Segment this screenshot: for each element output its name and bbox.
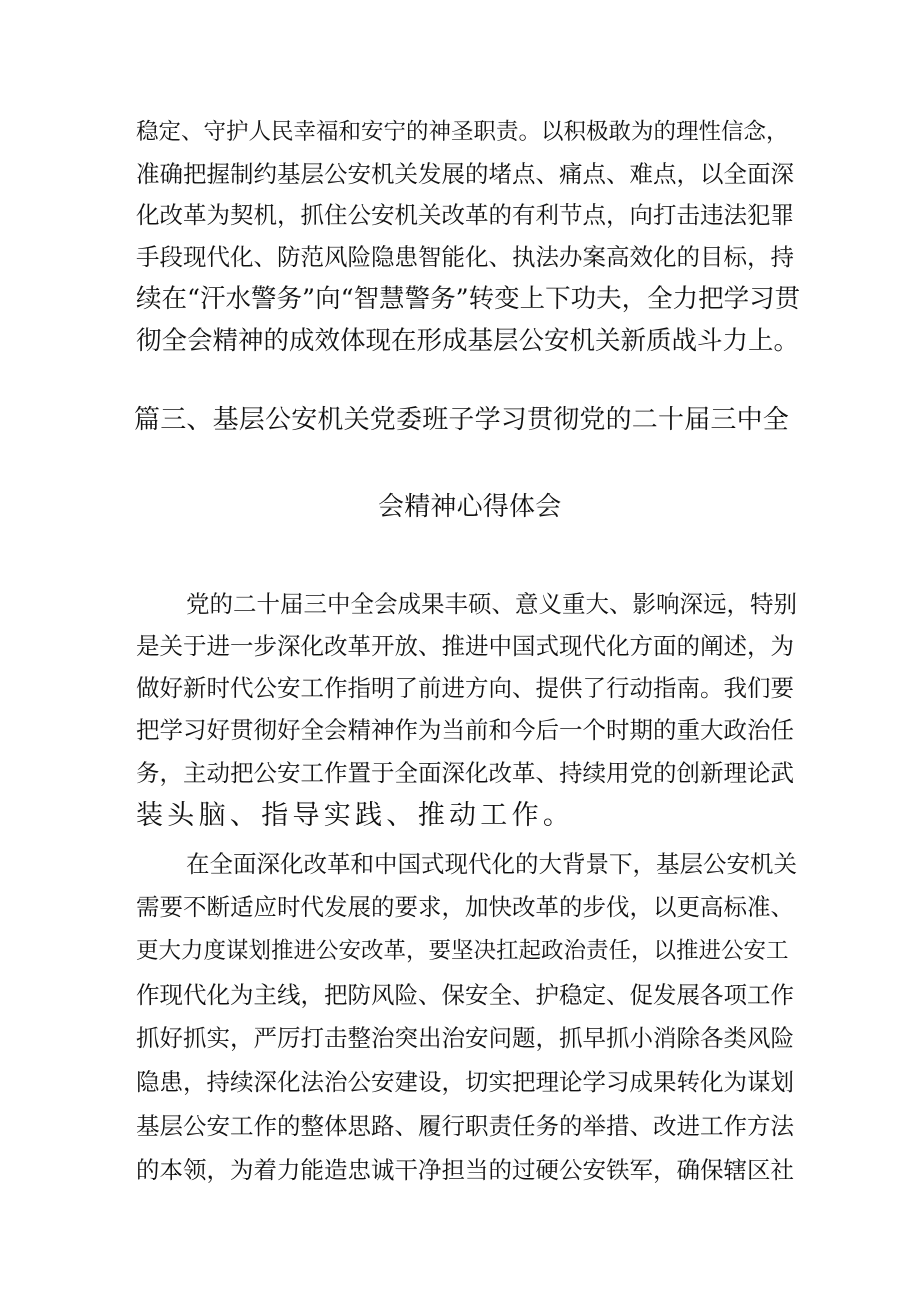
text-line: 党的二十届三中全会成果丰硕、意义重大、影响深远，特别 (186, 590, 797, 618)
text-line: 装头脑、指导实践、推动工作。 (136, 800, 575, 831)
text-line: 稳定、守护人民幸福和安宁的神圣职责。以积极敢为的理性信念， (136, 119, 789, 145)
text-line: 化改革为契机，抓住公安机关改革的有利节点，向打击违法犯罪 (136, 201, 794, 229)
text-line: 是关于进一步深化改革开放、推进中国式现代化方面的阐述，为 (136, 632, 794, 660)
text-line: 隐患，持续深化法治公安建设，切实把理论学习成果转化为谋划 (136, 1068, 794, 1096)
text-line: 抓好抓实，严厉打击整治突出治安问题，抓早抓小消除各类风险 (136, 1024, 794, 1052)
text-line: 务，主动把公安工作置于全面深化改革、持续用党的创新理论武 (136, 759, 794, 787)
section-heading-line-1: 篇三、基层公安机关党委班子学习贯彻党的二十届三中全 (134, 405, 790, 435)
text-line: 在全面深化改革和中国式现代化的大背景下，基层公安机关 (186, 850, 797, 878)
text-line: 彻全会精神的成效体现在形成基层公安机关新质战斗力上。 (136, 326, 800, 356)
text-line: 的本领，为着力能造忠诚干净担当的过硬公安铁军，确保辖区社 (136, 1156, 794, 1184)
section-heading-line-2: 会精神心得体会 (378, 492, 562, 522)
text-line: 续在“汗水警务”向“智慧警务”转变上下功夫，全力把学习贯 (136, 284, 801, 314)
text-line: 把学习好贯彻好全会精神作为当前和今后一个时期的重大政治任 (136, 716, 794, 744)
text-line: 手段现代化、防范风险隐患智能化、执法办案高效化的目标，持 (136, 243, 794, 271)
text-line: 作现代化为主线，把防风险、保安全、护稳定、促发展各项工作 (136, 981, 794, 1009)
text-line: 需要不断适应时代发展的要求，加快改革的步伐，以更高标准、 (136, 893, 794, 921)
text-line: 基层公安工作的整体思路、履行职责任务的举措、改进工作方法 (136, 1112, 794, 1140)
text-line: 准确把握制约基层公安机关发展的堵点、痛点、难点，以全面深 (136, 160, 794, 188)
text-line: 做好新时代公安工作指明了前进方向、提供了行动指南。我们要 (136, 674, 794, 702)
text-line: 更大力度谋划推进公安改革，要坚决扛起政治责任，以推进公安工 (136, 938, 789, 964)
